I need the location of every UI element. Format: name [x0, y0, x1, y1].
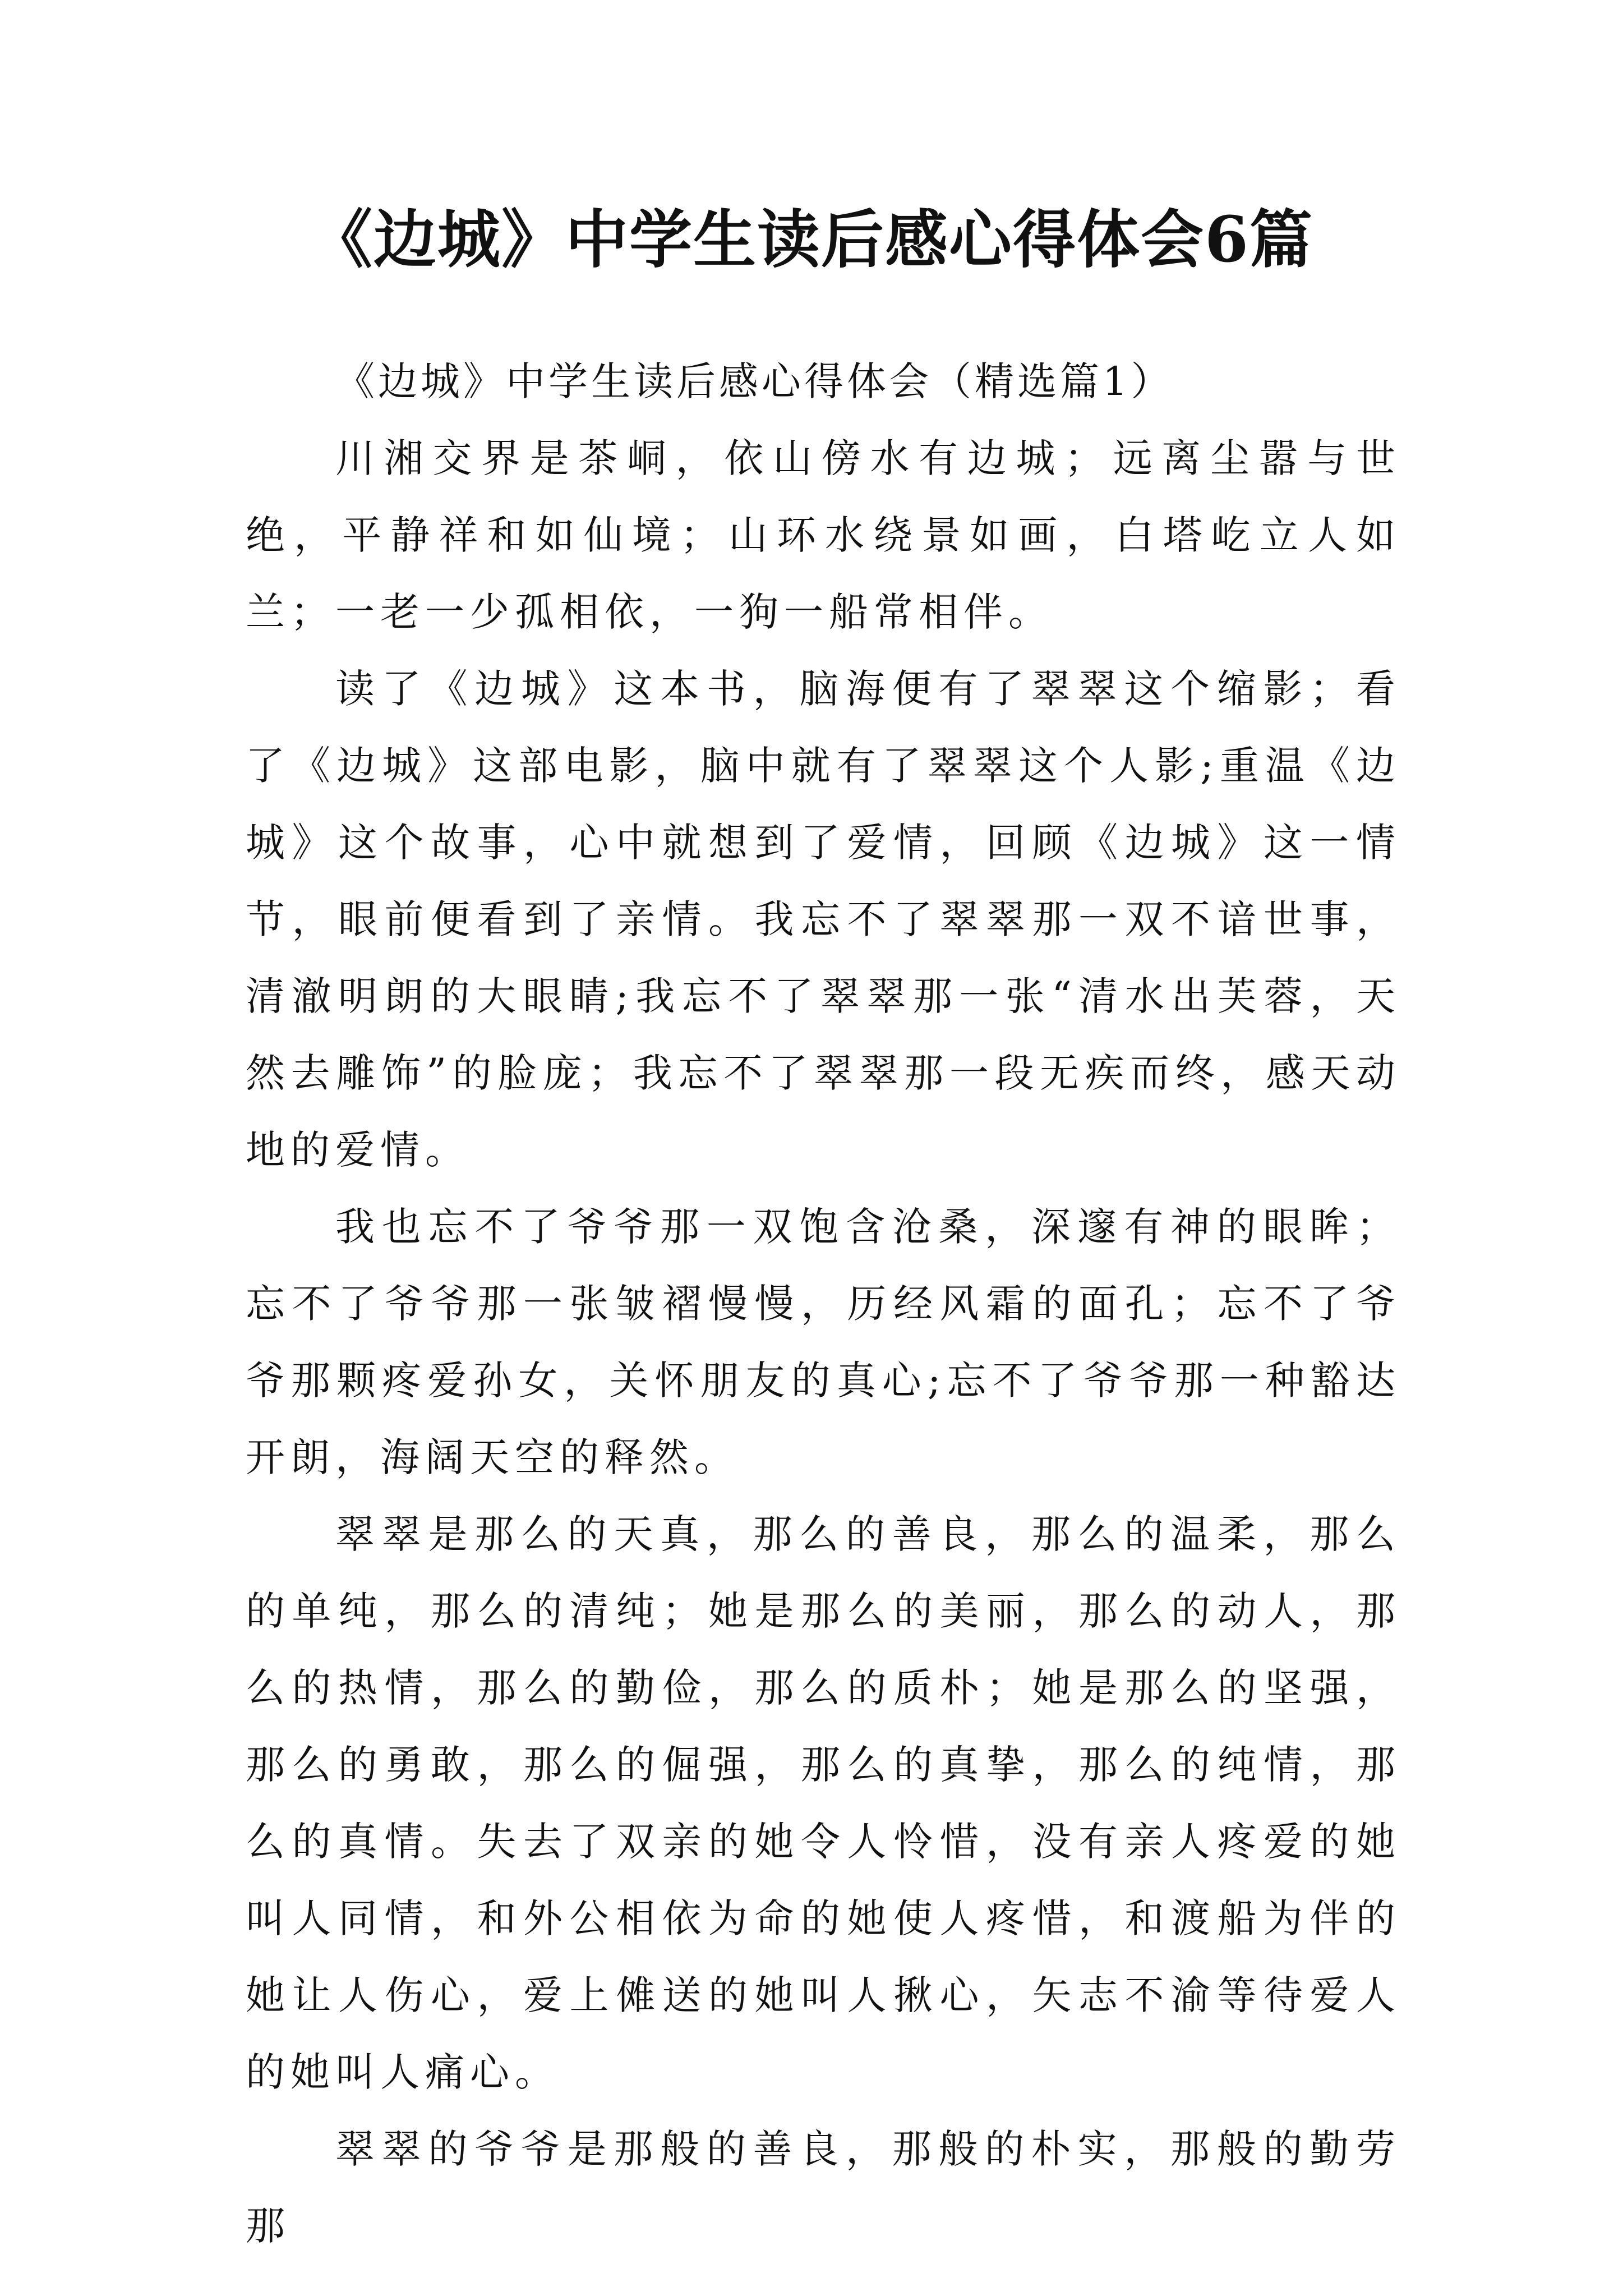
paragraph: 翠翠是那么的天真，那么的善良，那么的温柔，那么的单纯，那么的清纯；她是那么的美丽，那么的动人，那么的热情，那么的勤俭，那么的质朴；她是那么的坚强，那么的勇敢，那么的倔强，那么的真挚，那么的纯情，那么的真情。失去了双亲的她令人怜惜，没有亲人疼爱的她叫人同情，和外公相依为命的她使人疼惜，和渡船为伴的她让人伤心，爱上傩送的她叫人揪心，矢志不渝等待爱人的她叫人痛心。 [246, 1511, 1401, 2095]
section-heading: 《边城》中学生读后感心得体会（精选篇1） [335, 358, 1174, 404]
paragraph: 川湘交界是茶峒，依山傍水有边城；远离尘嚣与世绝，平静祥和如仙境；山环水绕景如画，白塔屹立人如兰；一老一少孤相依，一狗一船常相伴。 [246, 435, 1401, 635]
paragraph: 我也忘不了爷爷那一双饱含沧桑，深邃有神的眼眸；忘不了爷爷那一张皱褶慢慢，历经风霜的面孔；忘不了爷爷那颗疼爱孙女，关怀朋友的真心;忘不了爷爷那一种豁达开朗，海阔天空的释然。 [246, 1204, 1401, 1480]
document-body [246, 343, 1401, 2265]
document-title: 《边城》中学生读后感心得体会6篇 [310, 203, 1313, 277]
paragraph: 读了《边城》这本书，脑海便有了翠翠这个缩影；看了《边城》这部电影，脑中就有了翠翠这个人影;重温《边城》这个故事，心中就想到了爱情，回顾《边城》这一情节，眼前便看到了亲情。我忘不了翠翠那一双不谙世事，清澈明朗的大眼睛;我忘不了翠翠那一张“清水出芙蓉，天然去雕饰”的脸庞；我忘不了翠翠那一段无疾而终，感天动地的爱情。 [246, 666, 1401, 1173]
paragraph: 翠翠的爷爷是那般的善良，那般的朴实，那般的勤劳那 [246, 2126, 1401, 2249]
